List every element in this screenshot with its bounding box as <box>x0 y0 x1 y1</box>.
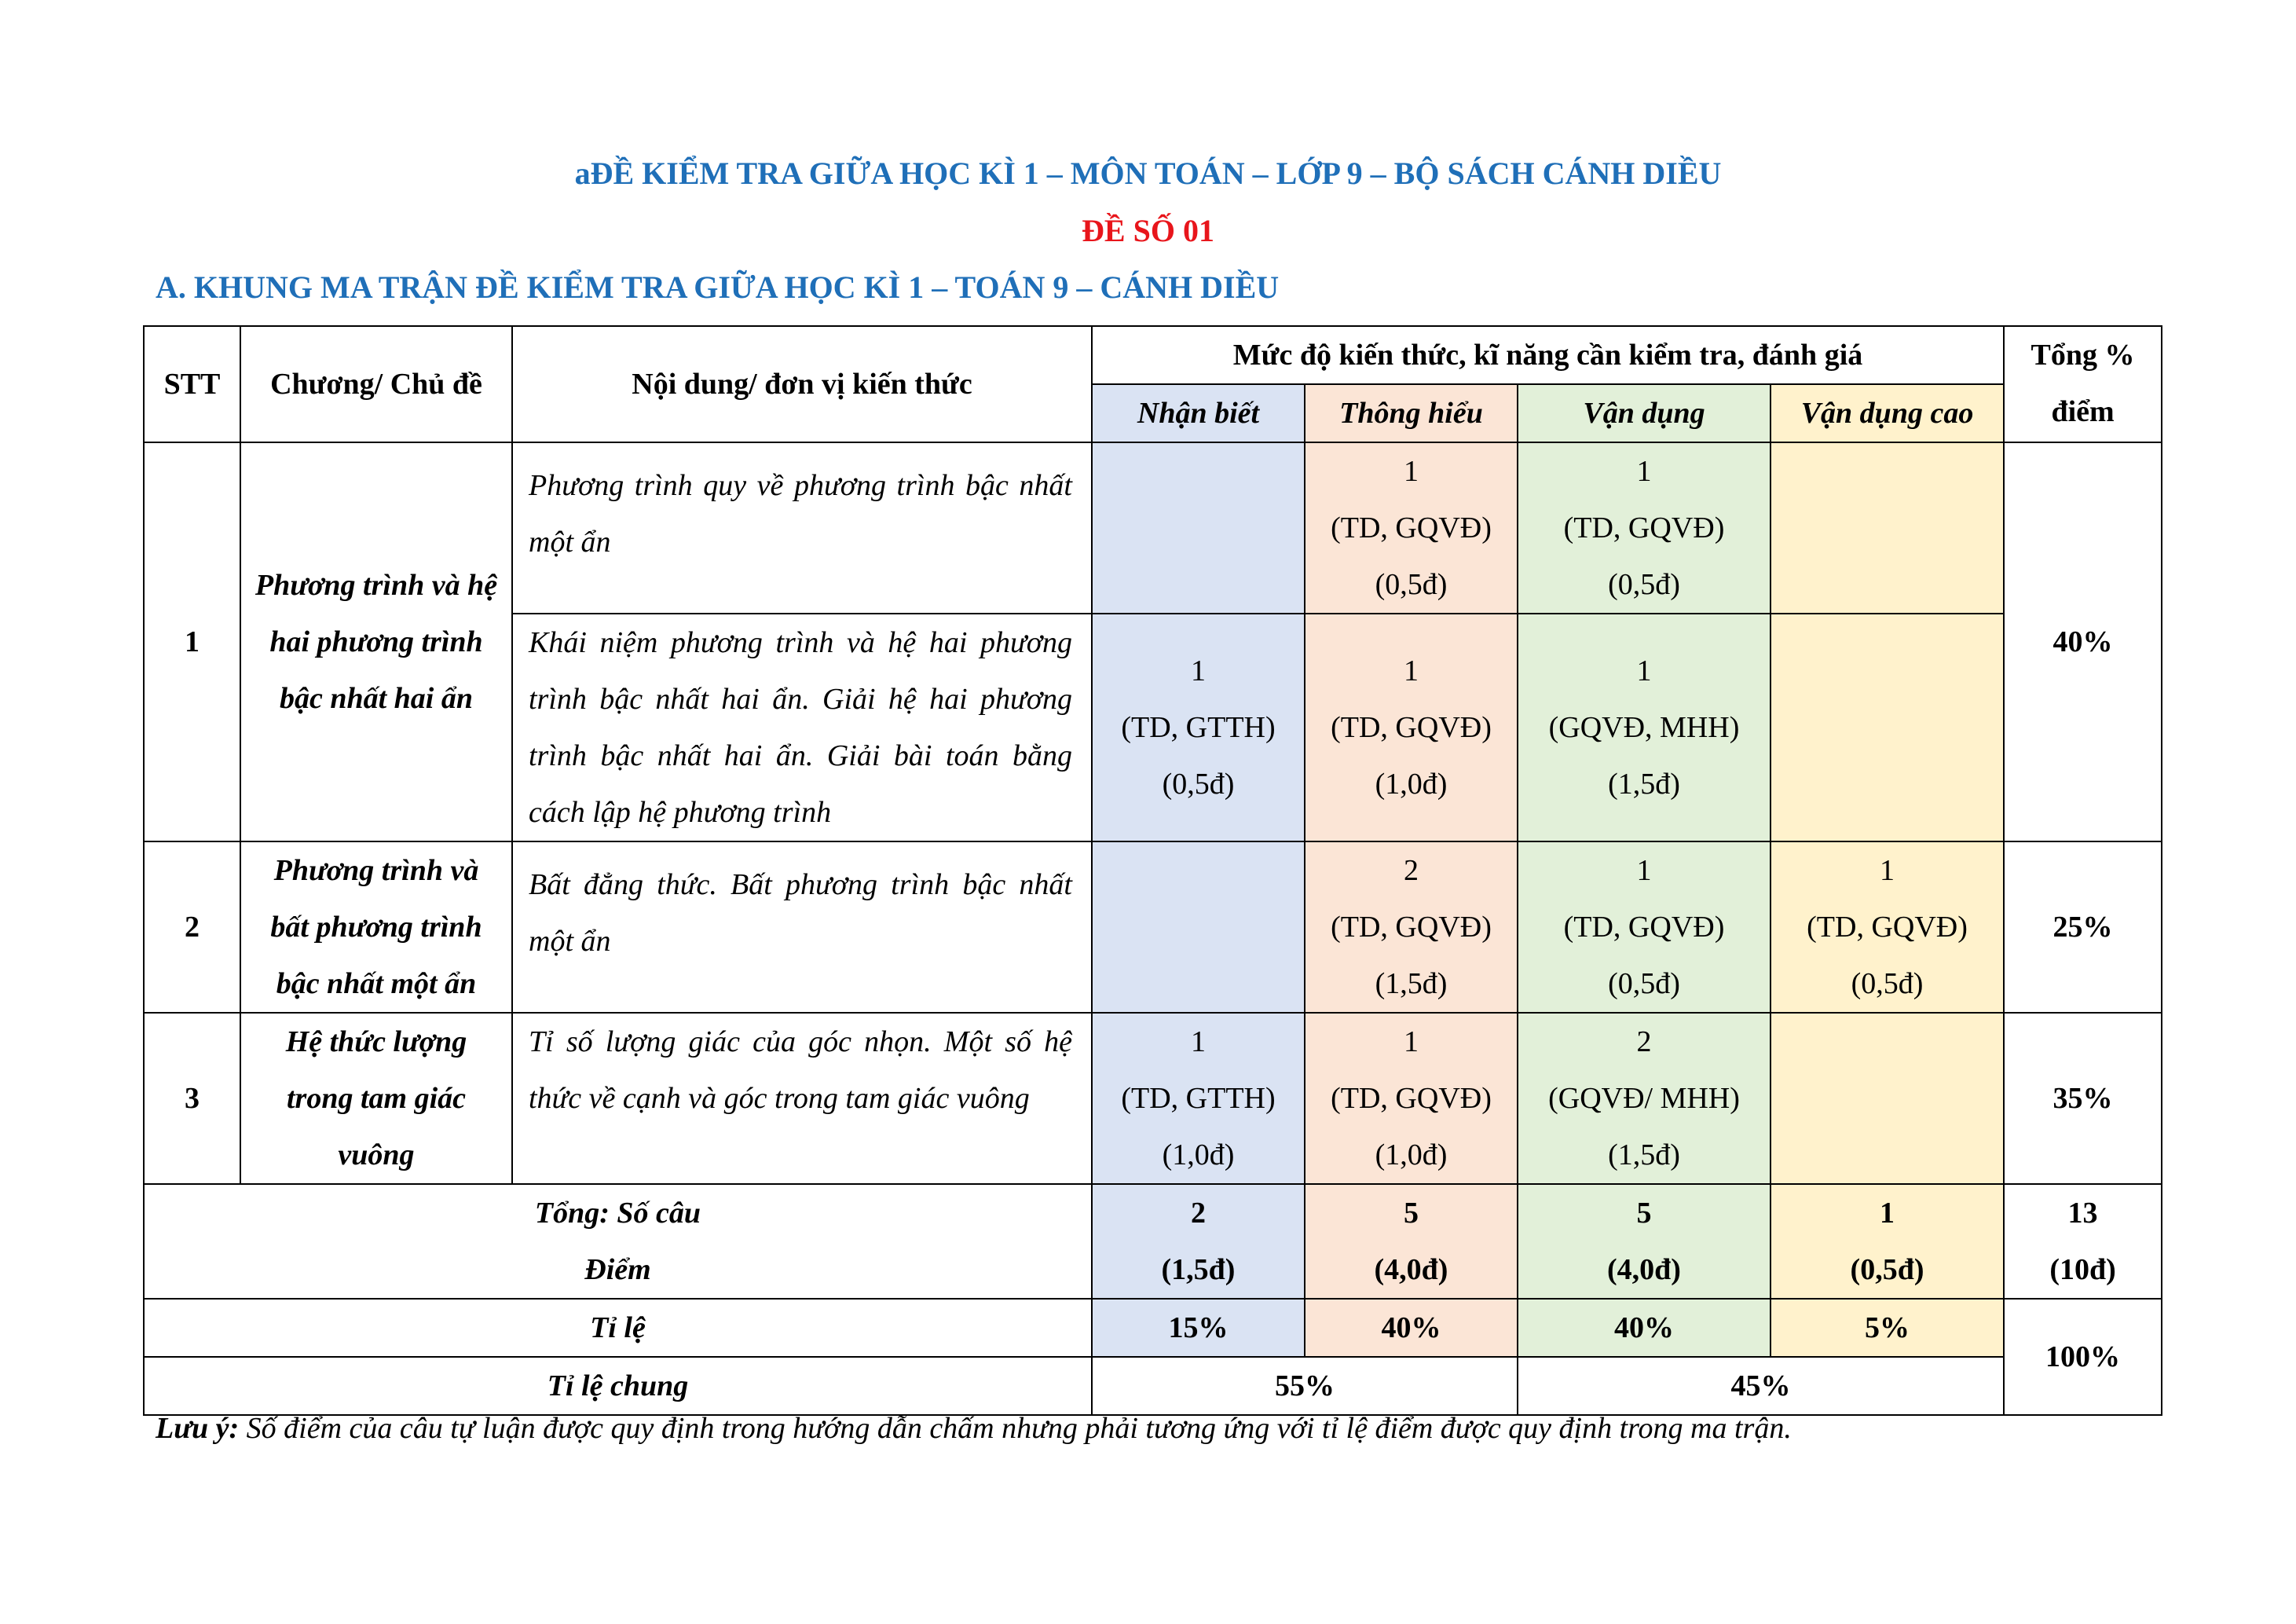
stt-cell: 3 <box>144 1013 240 1184</box>
common-ratio-right: 45% <box>1518 1357 2004 1415</box>
common-ratio-row <box>144 1357 2162 1415</box>
vdc-cell <box>1771 614 2004 841</box>
th-cell: 1 (TD, GQVĐ) (1,0đ) <box>1305 1013 1518 1184</box>
content-cell: Khái niệm phương trình và hệ hai phương trình bậc nhất hai ẩn. Giải hệ hai phương trình bậc nhất hai ẩn. Giải bài toán bằng cách lập hệ phương trình <box>512 614 1092 841</box>
topic-cell: Phương trình và hệ hai phương trình bậc nhất hai ẩn <box>240 442 512 841</box>
totals-row <box>144 1184 2162 1299</box>
header-nhan-biet: Nhận biết <box>1092 384 1305 442</box>
totals-label <box>144 1184 1092 1299</box>
ratio-vd: 40% <box>1518 1299 1771 1357</box>
ratio-label: Tỉ lệ <box>144 1299 1092 1357</box>
th-cell: 1 (TD, GQVĐ) (0,5đ) <box>1305 442 1518 614</box>
th-cell: 1 (TD, GQVĐ) (1,0đ) <box>1305 614 1518 841</box>
header-content: Nội dung/ đơn vị kiến thức <box>512 326 1092 442</box>
header-thong-hieu: Thông hiểu <box>1305 384 1518 442</box>
percent-cell: 25% <box>2004 841 2162 1013</box>
header-van-dung: Vận dụng <box>1518 384 1771 442</box>
footnote-text: Số điểm của câu tự luận được quy định trong hướng dẫn chấm nhưng phải tương ứng với tỉ lệ điểm được quy định trong ma trận. <box>239 1412 1792 1445</box>
vd-cell: 2 (GQVĐ/ MHH) (1,5đ) <box>1518 1013 1771 1184</box>
nb-cell: 1 (TD, GTTH) (0,5đ) <box>1092 614 1305 841</box>
nb-cell: 1 (TD, GTTH) (1,0đ) <box>1092 1013 1305 1184</box>
topic-cell: Hệ thức lượng trong tam giác vuông <box>240 1013 512 1184</box>
header-total-line2: điểm <box>2051 395 2115 428</box>
nb-cell <box>1092 442 1305 614</box>
percent-cell: 40% <box>2004 442 2162 841</box>
table-row <box>144 841 2162 1013</box>
exam-number: ĐỀ SỐ 01 <box>1082 213 1214 248</box>
stt-cell: 1 <box>144 442 240 841</box>
totals-nb: 2 (1,5đ) <box>1092 1184 1305 1299</box>
footnote-label: Lưu ý: <box>156 1412 240 1445</box>
document-title: aĐỀ KIỂM TRA GIỮA HỌC KÌ 1 – MÔN TOÁN – LỚP 9 – BỘ SÁCH CÁNH DIỀU <box>574 156 1722 191</box>
content-cell: Tỉ số lượng giác của góc nhọn. Một số hệ thức về cạnh và góc trong tam giác vuông <box>512 1013 1092 1184</box>
header-total-line1: Tổng % <box>2031 339 2135 372</box>
table-row <box>144 442 2162 614</box>
header-levels-group: Mức độ kiến thức, kĩ năng cần kiểm tra, đánh giá <box>1092 326 2004 384</box>
table-row <box>144 1013 2162 1184</box>
assessment-matrix-table <box>143 325 2162 1416</box>
totals-all: 13 (10đ) <box>2004 1184 2162 1299</box>
topic-cell: Phương trình và bất phương trình bậc nhất một ẩn <box>240 841 512 1013</box>
totals-th: 5 (4,0đ) <box>1305 1184 1518 1299</box>
vdc-cell: 1 (TD, GQVĐ) (0,5đ) <box>1771 841 2004 1013</box>
th-cell: 2 (TD, GQVĐ) (1,5đ) <box>1305 841 1518 1013</box>
totals-vd: 5 (4,0đ) <box>1518 1184 1771 1299</box>
vdc-cell <box>1771 442 2004 614</box>
vd-cell: 1 (TD, GQVĐ) (0,5đ) <box>1518 442 1771 614</box>
totals-label-line2: Điểm <box>584 1253 651 1286</box>
nb-cell <box>1092 841 1305 1013</box>
vd-cell: 1 (GQVĐ, MHH) (1,5đ) <box>1518 614 1771 841</box>
common-ratio-left: 55% <box>1092 1357 1518 1415</box>
header-stt: STT <box>144 326 240 442</box>
stt-cell: 2 <box>144 841 240 1013</box>
totals-vdc: 1 (0,5đ) <box>1771 1184 2004 1299</box>
vd-cell: 1 (TD, GQVĐ) (0,5đ) <box>1518 841 1771 1013</box>
header-van-dung-cao: Vận dụng cao <box>1771 384 2004 442</box>
ratio-all: 100% <box>2004 1299 2162 1415</box>
ratio-row <box>144 1299 2162 1357</box>
footnote <box>156 1411 1792 1446</box>
header-total-percent <box>2004 326 2162 442</box>
ratio-nb: 15% <box>1092 1299 1305 1357</box>
totals-label-line1: Tổng: Số câu <box>534 1197 701 1230</box>
percent-cell: 35% <box>2004 1013 2162 1184</box>
content-cell: Phương trình quy về phương trình bậc nhất một ẩn <box>512 442 1092 614</box>
content-cell: Bất đẳng thức. Bất phương trình bậc nhất một ẩn <box>512 841 1092 1013</box>
ratio-th: 40% <box>1305 1299 1518 1357</box>
section-a-heading: A. KHUNG MA TRẬN ĐỀ KIỂM TRA GIỮA HỌC KÌ 1 – TOÁN 9 – CÁNH DIỀU <box>156 269 1280 305</box>
vdc-cell <box>1771 1013 2004 1184</box>
header-row-1 <box>144 326 2162 384</box>
common-ratio-label: Tỉ lệ chung <box>144 1357 1092 1415</box>
ratio-vdc: 5% <box>1771 1299 2004 1357</box>
header-chapter: Chương/ Chủ đề <box>240 326 512 442</box>
